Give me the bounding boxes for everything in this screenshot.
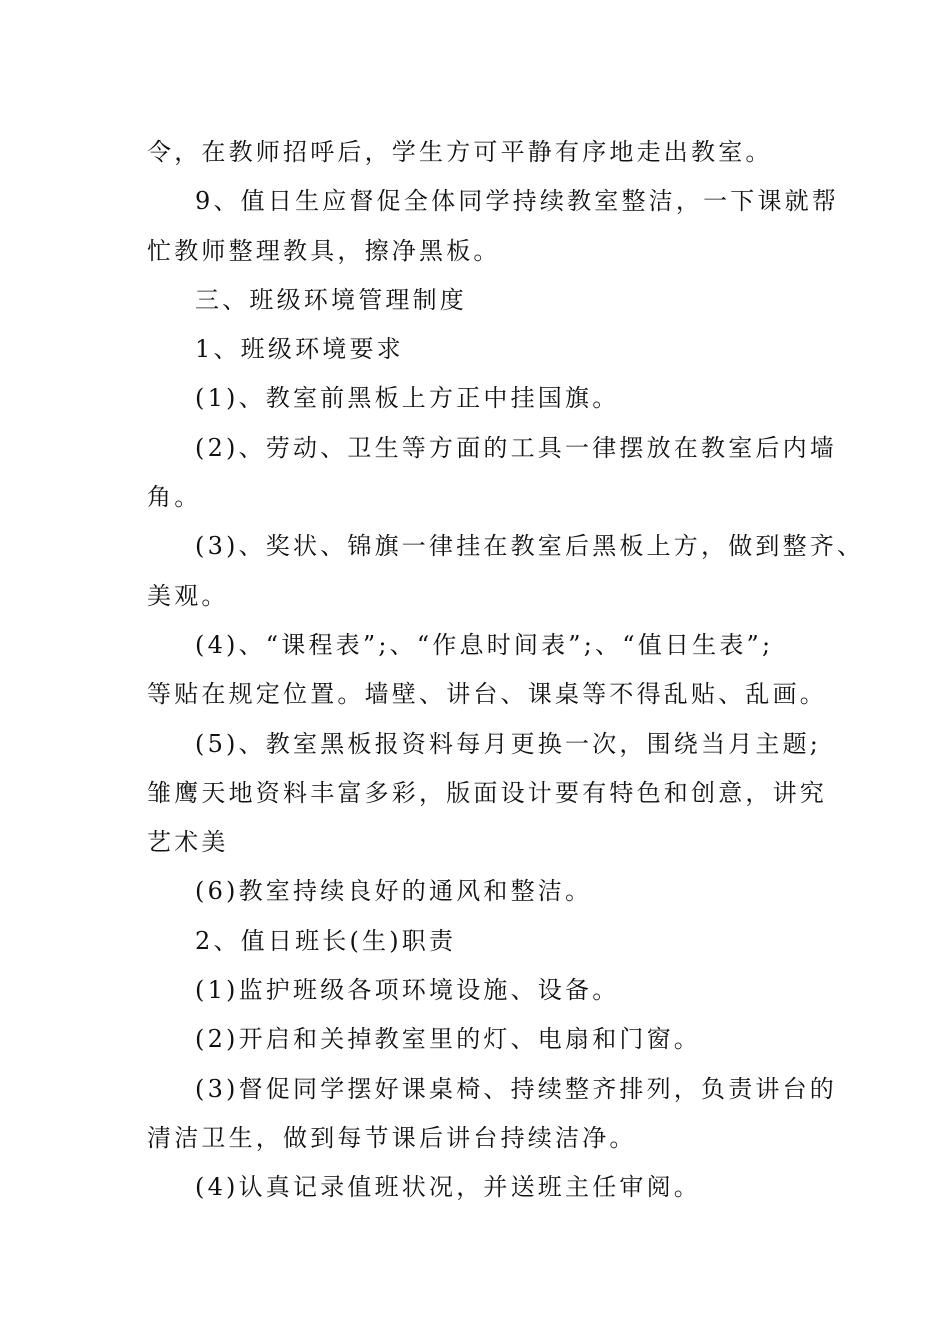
text-line: 三、班级环境管理制度 bbox=[195, 285, 467, 314]
text-line: (6)教室持续良好的通风和整洁。 bbox=[195, 877, 593, 906]
text-line: (2)开启和关掉教室里的灯、电扇和门窗。 bbox=[195, 1025, 701, 1054]
text-line: 雏鹰天地资料丰富多彩，版面设计要有特色和创意，讲究 bbox=[147, 778, 827, 807]
text-line: (5)、教室黑板报资料每月更换一次，围绕当月主题; bbox=[195, 729, 822, 758]
text-line: 等贴在规定位置。墙壁、讲台、课桌等不得乱贴、乱画。 bbox=[147, 680, 827, 709]
text-line: (1)监护班级各项环境设施、设备。 bbox=[195, 976, 620, 1005]
text-line: 忙教师整理教具，擦净黑板。 bbox=[147, 236, 501, 265]
text-line: 清洁卫生，做到每节课后讲台持续洁净。 bbox=[147, 1123, 637, 1152]
text-line: (4)、“课程表”;、“作息时间表”;、“值日生表”; bbox=[195, 630, 774, 659]
text-line: 9、值日生应督促全体同学持续教室整洁，一下课就帮 bbox=[195, 187, 840, 216]
text-line: 艺术美 bbox=[147, 828, 229, 857]
text-line: (2)、劳动、卫生等方面的工具一律摆放在教室后内墙 bbox=[195, 433, 837, 462]
text-line: 令，在教师招呼后，学生方可平静有序地走出教室。 bbox=[147, 138, 773, 166]
text-line: 1、班级环境要求 bbox=[195, 335, 404, 364]
text-line: (1)、教室前黑板上方正中挂国旗。 bbox=[195, 384, 620, 413]
text-line: 美观。 bbox=[147, 581, 229, 610]
text-line: (3)督促同学摆好课桌椅、持续整齐排列，负责讲台的 bbox=[195, 1074, 837, 1103]
document-body bbox=[147, 128, 865, 1213]
text-line: (3)、奖状、锦旗一律挂在教室后黑板上方，做到整齐、 bbox=[195, 532, 865, 561]
text-line: 2、值日班长(生)职责 bbox=[195, 926, 457, 955]
text-line: 角。 bbox=[147, 483, 202, 512]
text-line: (4)认真记录值班状况，并送班主任审阅。 bbox=[195, 1173, 701, 1202]
